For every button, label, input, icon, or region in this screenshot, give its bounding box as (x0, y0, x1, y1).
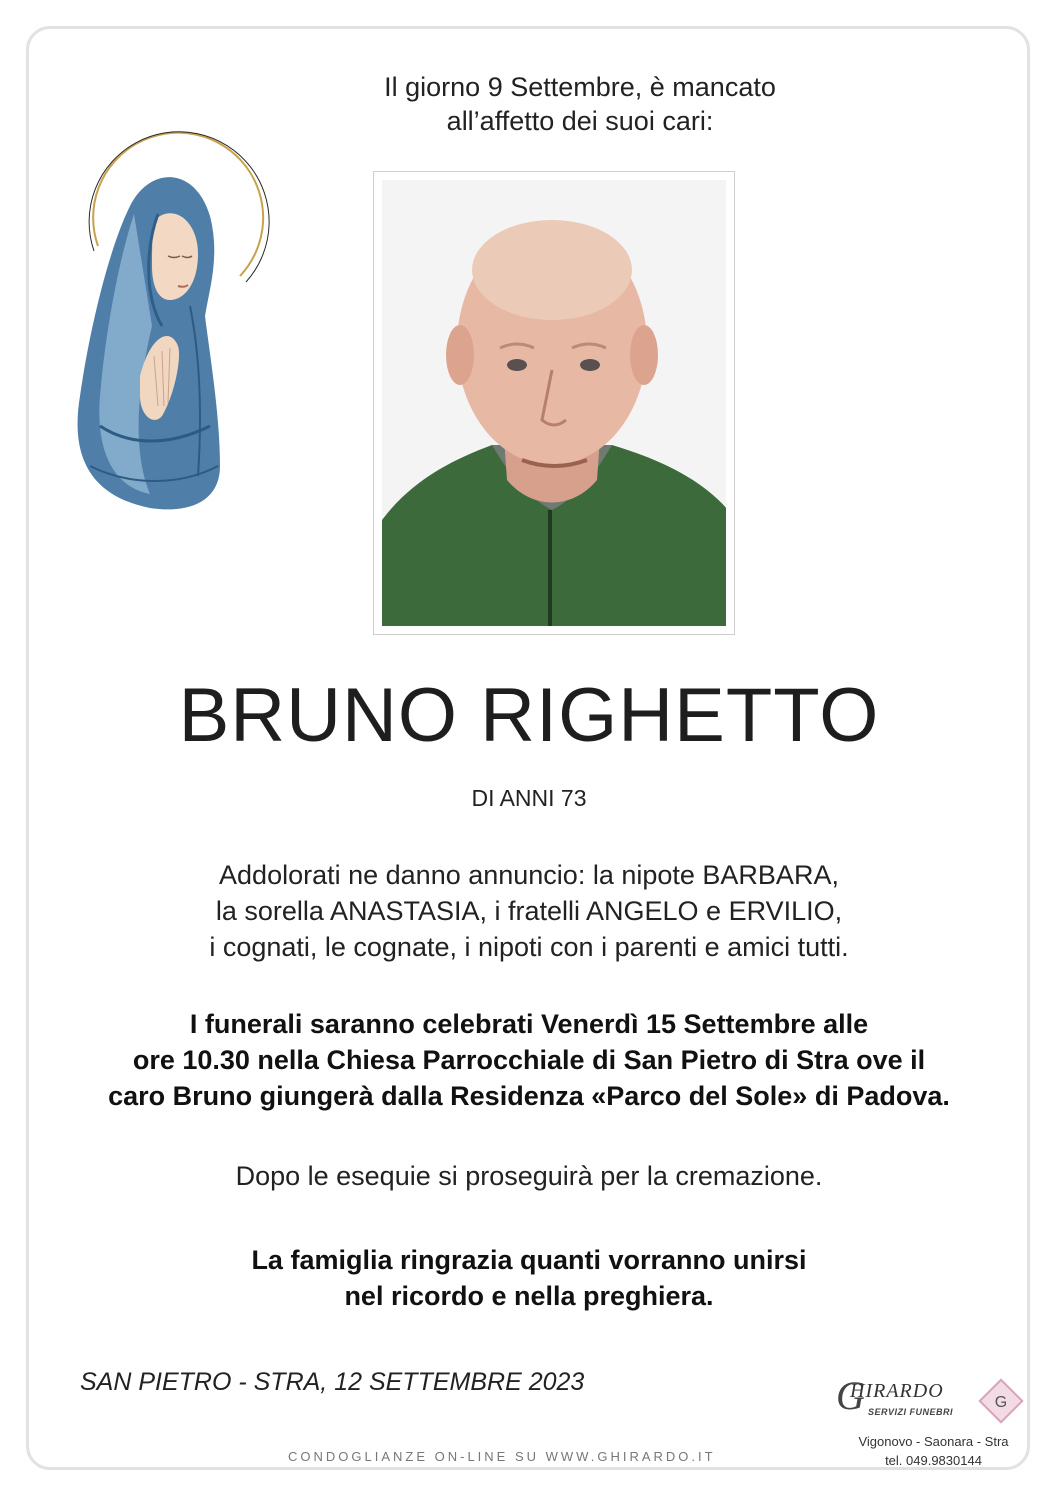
logo-initial: G (836, 1373, 865, 1418)
funeral-details (40, 1006, 1018, 1114)
funeral-home-logo (836, 1373, 1036, 1426)
logo-subtitle: SERVIZI FUNEBRI (868, 1407, 954, 1417)
thanks-line-2: nel ricordo e nella preghiera. (344, 1281, 714, 1311)
condolences-link[interactable]: CONDOGLIANZE ON-LINE SU WWW.GHIRARDO.IT (288, 1449, 716, 1464)
deceased-name: BRUNO RIGHETTO (178, 673, 880, 758)
funeral-line-1: I funerali saranno celebrati Venerdì 15 Settembre alle (189, 1009, 869, 1039)
announcement-line-3: i cognati, le cognate, i nipoti con i parenti e amici tutti. (209, 932, 849, 962)
logo-mark-letter: G (994, 1394, 1008, 1411)
cremation-note: Dopo le esequie si proseguirà per la cremazione. (235, 1161, 823, 1191)
intro-text (330, 70, 830, 138)
announcement-text (100, 857, 958, 965)
announcement-line-2: la sorella ANASTASIA, i fratelli ANGELO e ERVILIO, (215, 896, 843, 926)
announcement-line-1: Addolorati ne danno annuncio: la nipote BARBARA, (219, 860, 839, 890)
portrait-frame (373, 171, 735, 635)
funeral-home-contact (836, 1432, 1031, 1470)
funeral-line-3: caro Bruno giungerà dalla Residenza «Parco del Sole» di Padova. (108, 1081, 950, 1111)
funeral-line-2: ore 10.30 nella Chiesa Parrocchiale di San Pietro di Stra ove il (132, 1045, 926, 1075)
intro-line-2: all’affetto dei suoi cari: (446, 106, 714, 136)
diamond-logo-icon (978, 1378, 1024, 1428)
deceased-age: DI ANNI 73 (471, 785, 587, 811)
place-date: SAN PIETRO - STRA, 12 SETTEMBRE 2023 (80, 1368, 585, 1396)
funeral-home-phone: tel. 049.9830144 (885, 1453, 982, 1468)
intro-line-1: Il giorno 9 Settembre, è mancato (384, 72, 776, 102)
portrait-photo (382, 180, 726, 626)
funeral-home-locations: Vigonovo - Saonara - Stra (858, 1434, 1009, 1449)
madonna-illustration (70, 96, 290, 516)
thanks-line-1: La famiglia ringrazia quanti vorranno unirsi (251, 1245, 807, 1275)
family-thanks (0, 1242, 1058, 1314)
logo-name: HIRARDO (850, 1380, 944, 1402)
